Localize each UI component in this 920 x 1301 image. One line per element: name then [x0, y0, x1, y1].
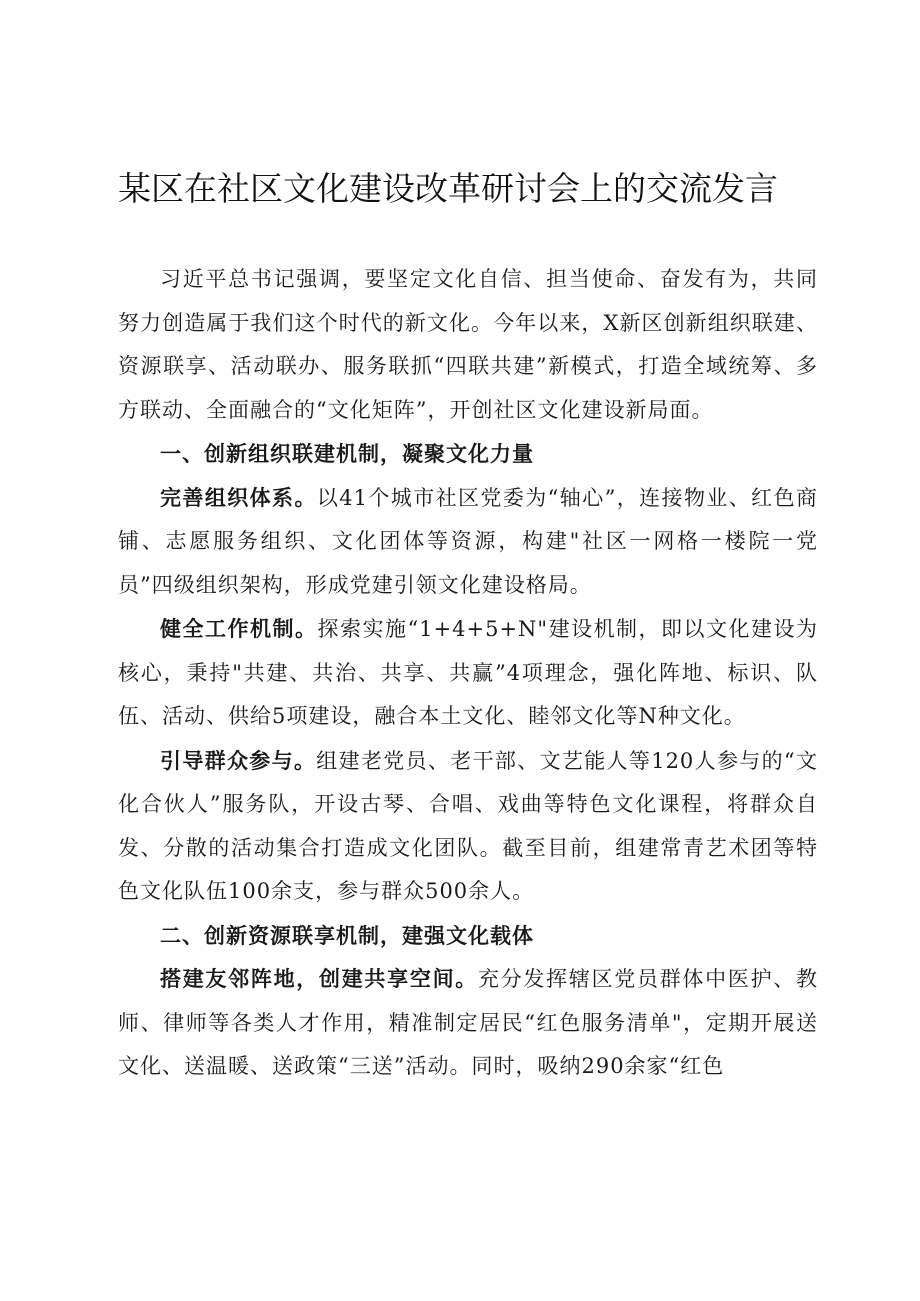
- section-1-paragraph-3: [118, 739, 818, 914]
- paragraph-text: 探索实施“1+4+5+N"建设机制，即以文化建设为核心，秉持"共建、共治、共享、共赢”4项理念，强化阵地、标识、队伍、活动、供给5项建设，融合本土文化、睦邻文化等N种文化。: [118, 617, 819, 728]
- section-2-heading: 二、创新资源联享机制，建强文化载体: [160, 922, 534, 948]
- paragraph-text: 以41个城市社区党委为“轴心”，连接物业、红色商铺、志愿服务组织、文化团体等资源，构建"社区一网格一楼院一党员”四级组织架构，形成党建引领文化建设格局。: [118, 485, 819, 597]
- paragraph-lead: 搭建友邻阵地，创建共享空间。: [160, 966, 478, 991]
- section-1-paragraph-1: [118, 476, 818, 608]
- paragraph-lead: 完善组织体系。: [160, 484, 317, 510]
- document-title: 某区在社区文化建设改革研讨会上的交流发言: [118, 169, 778, 208]
- paragraph-lead: 健全工作机制。: [160, 616, 318, 641]
- paragraph-text: 组建老党员、老干部、文艺能人等120人参与的“文化合伙人”服务队，开设古琴、合唱、戏曲等特色文化课程，将群众自发、分散的活动集合打造成文化团队。截至目前，组建常青艺术团等特色文化队伍100余支，参与群众500余人。: [118, 748, 818, 903]
- paragraph-text: 充分发挥辖区党员群体中医护、教师、律师等各类人才作用，精准制定居民“红色服务清单"，定期开展送文化、送温暖、送政策“三送”活动。同时，吸纳290余家“红色: [118, 967, 818, 1078]
- section-1-heading: 一、创新组织联建机制，凝聚文化力量: [160, 441, 534, 466]
- section-2-paragraph-1: [118, 957, 818, 1089]
- intro-paragraph: 习近平总书记强调，要坚定文化自信、担当使命、奋发有为，共同努力创造属于我们这个时代的新文化。今年以来，X新区创新组织联建、资源联享、活动联办、服务联抓“四联共建”新模式，打造全域统筹、多方联动、全面融合的“文化矩阵”，开创社区文化建设新局面。: [118, 267, 818, 422]
- paragraph-lead: 引导群众参与。: [160, 747, 317, 773]
- document-body: [118, 258, 818, 1089]
- section-1-paragraph-2: [118, 607, 818, 739]
